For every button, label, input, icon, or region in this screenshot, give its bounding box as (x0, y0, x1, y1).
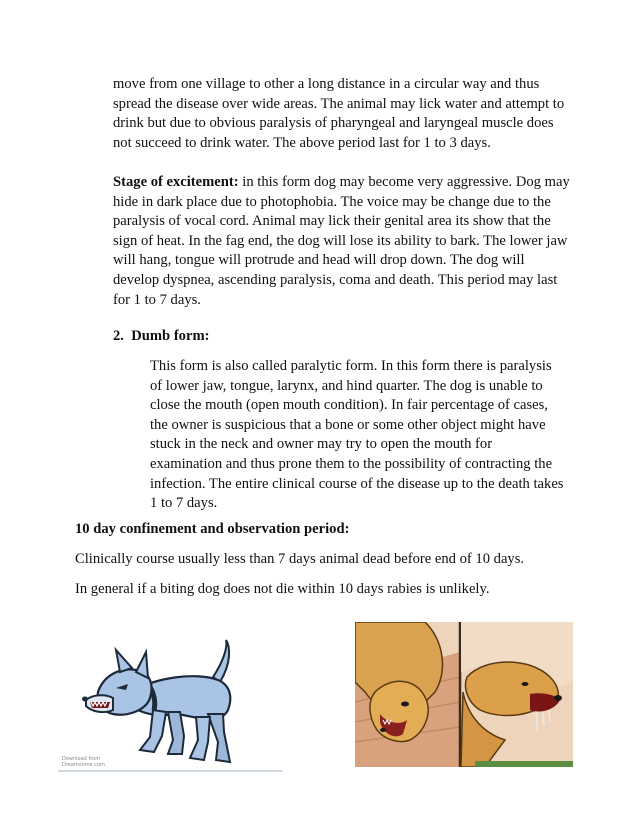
watermark-bar (58, 770, 283, 772)
dumb-form-paragraph: This form is also called paralytic form. In this form there is paralysis of lower jaw, tongue, larynx, and hind quarter. The dog is unable to close the mouth (open mouth condition). In fair percentage of cases, the owner is suspicious that a bone or some other object might have stuck in the neck and owner may try to open the mouth for examination and thus prone them to the possibility of contracting the infection. The entire clinical course of the disease up to the death takes 1 to 7 days. (150, 358, 564, 512)
dumb-form-heading: 2. Dumb form: (113, 328, 210, 344)
watermark-text: Download from Dreamstime.com (62, 756, 105, 768)
confinement-heading: 10 day confinement and observation period: (75, 521, 350, 537)
furious-form-continuation: move from one village to other a long distance in a circular way and thus spread the disease over wide areas. The animal may lick water and attempt to drink but due to obvious paralysis of pharyngeal and laryngeal muscle does not succeed to drink water. The above period last for 1 to 3 days. (113, 76, 565, 151)
paralytic-dog-photo (355, 622, 573, 767)
aggressive-dog-illustration (58, 622, 283, 777)
general-rule-line: In general if a biting dog does not die within 10 days rabies is unlikely. (75, 581, 490, 597)
clinical-course-line: Clinically course usually less than 7 days animal dead before end of 10 days. (75, 551, 525, 567)
excitement-paragraph (113, 173, 573, 310)
aggressive-dog-cartoon (58, 622, 283, 777)
excitement-label: Stage of excitement: (113, 174, 239, 190)
excitement-text: in this form dog may become very aggressive. Dog may hide in dark place due to photophobia. The voice may be change due to the paralysis of vocal cord. Animal may lick their genital area its show that the sign of heat. In the fag end, the dog will lose its ability to bark. The lower jaw will hang, tongue will protrude and head will drop down. The dog will develop dyspnea, ascending paralysis, coma and death. This period may last for 1 to 7 days. (113, 174, 570, 308)
paralytic-dogs-illustration (355, 622, 573, 767)
